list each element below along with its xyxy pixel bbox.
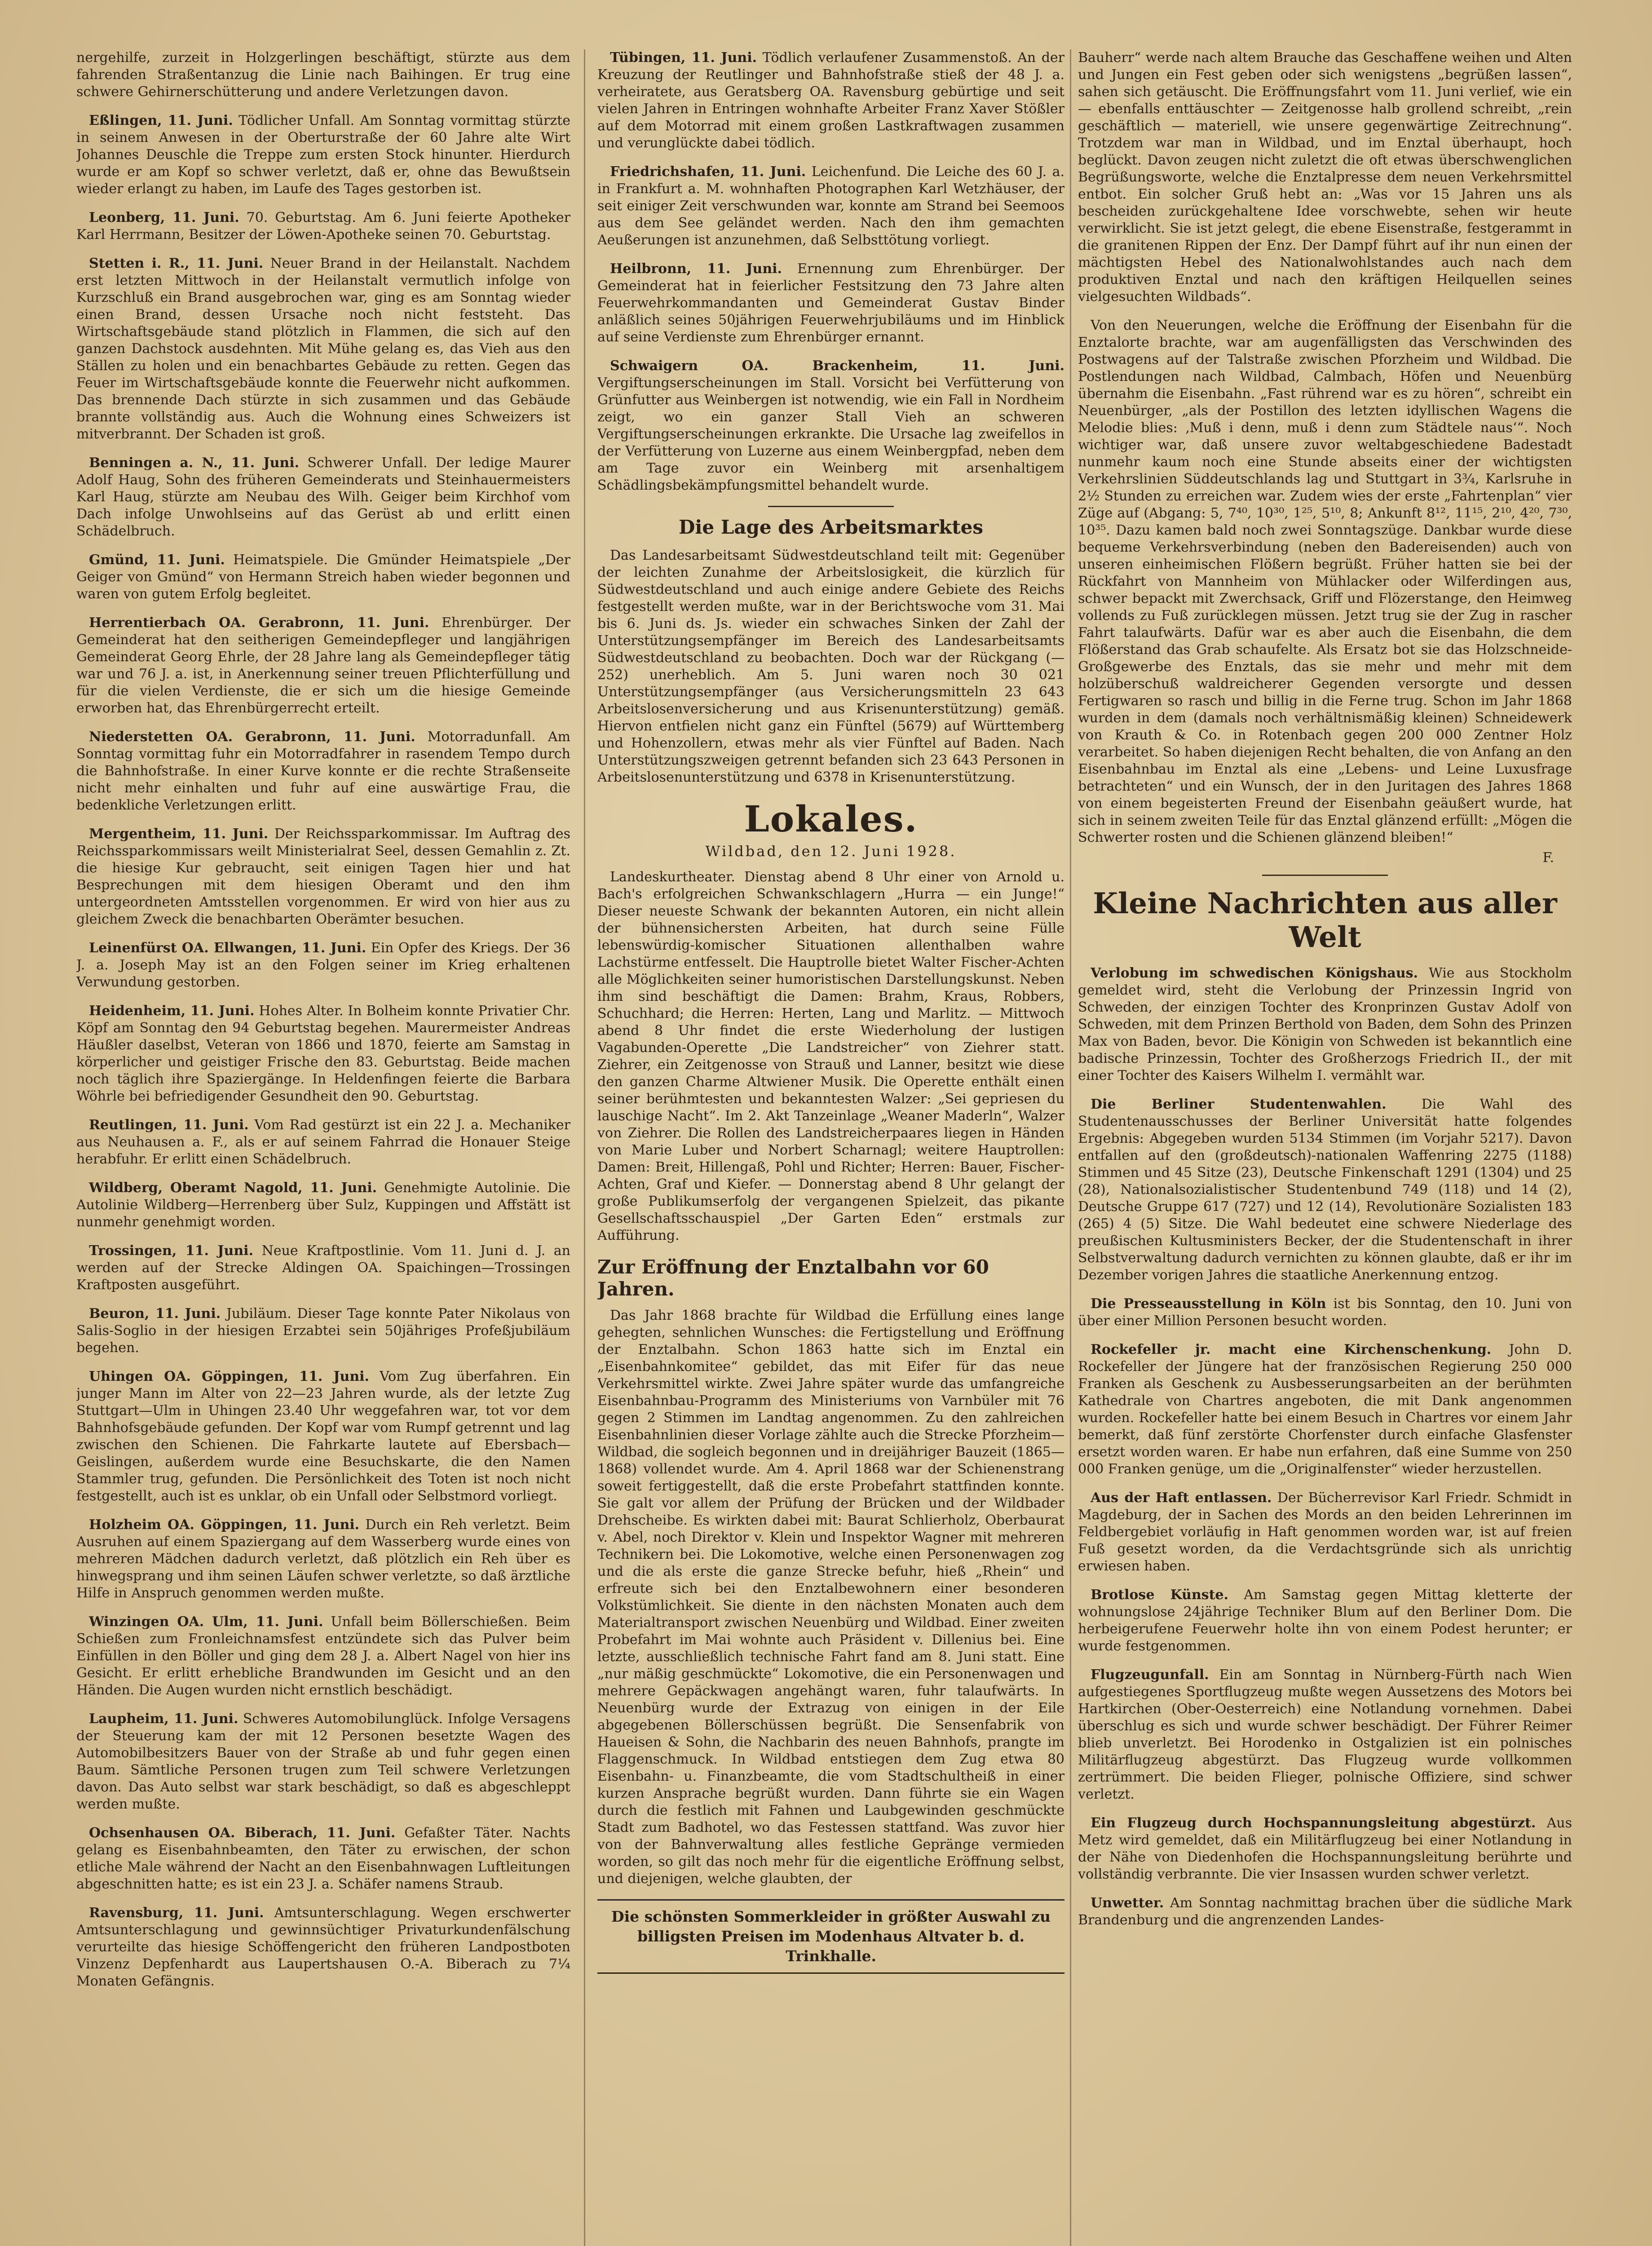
news-item xyxy=(76,1614,570,1699)
news-item xyxy=(1078,1295,1572,1330)
enztalbahn-article: Das Jahr 1868 brachte für Wildbad die Erfüllung eines lange gehegten, sehnlichen Wunsches: die Fertigstellung und Eröffnung der Enztalbahn. Schon 1863 hatte sich im Enztal ein „Eisenbahnkomitee“ gebildet, das mit Eifer für das neue Verkehrsmittel wirkte. Zwei Jahre später wurde das umfangreiche Eisenbahnbau-Programm des Ministeriums von Varnbüler mit 76 gegen 2 Stimmen im Landtag angenommen. Zu den zahlreichen Eisenbahnlinien dieser Vorlage zählte auch die Strecke Pforzheim—Wildbad, die sogleich begonnen und in dreijähriger Bauzeit (1865—1868) vollendet wurde. Am 4. April 1868 war der Schienenstrang soweit fertiggestellt, daß die erste Probefahrt stattfinden konnte. Sie galt vor allem der Prüfung der Brücken und der Wildbader Drehscheibe. Es wirkten dabei mit: Baurat Schlierholz, Oberbaurat v. Abel, noch Direktor v. Klein und Inspektor Wagner mit mehreren Technikern bei. Die Lokomotive, welche einen Personenwagen zog und die als erste die ganze Strecke befuhr, hieß „Rhein“ und erfreute sich bei den Enztalbewohnern einer besonderen Volkstümlichkeit. Sie diente in den nächsten Monaten auch dem Materialtransport zwischen Neuenbürg und Wildbad. Einer zweiten Probefahrt im Mai wohnte auch Präsident v. Dillenius bei. Eine letzte, ausschließlich technische Fahrt fand am 8. Juni statt. Eine „nur mäßig geschmückte“ Lokomotive, die ein Personenwagen und mehrere Gepäckwagen angehängt waren, fuhr talaufwärts. In Neuenbürg wurde der Extrazug von einigen in der Eile abgegebenen Böllerschüssen begrüßt. Die Sensenfabrik von Haueisen & Sohn, die Nachbarin des neuen Bahnhofs, prangte im Flaggenschmuck. In Wildbad entstiegen dem Zug etwa 80 Eisenbahn- u. Finanzbeamte, die vom Stadtschultheiß in einer kurzen Ansprache begrüßt wurden. Dann führte sie ein Wagen durch die festlich mit Fahnen und Laubgewinden geschmückte Stadt zum Badhotel, wo das Festessen stattfand. Was zuvor hier von der Bahnverwaltung alles festliche Gepränge vermieden worden, so gilt das noch mehr für die eigentliche Eröffnung selbst, und diejenigen, welche glaubten, der xyxy=(597,1308,1065,1887)
news-item xyxy=(76,1368,570,1505)
dateline: Tübingen, 11. Juni. xyxy=(610,50,757,66)
article-text: Vom Zug überfahren. Ein junger Mann im Alter von 22—23 Jahren wurde, als der letzte Zug Stuttgart—Ulm in Uhingen 23.40 Uhr weggefahren war, tot vor dem Bahnhofsgebäude gefunden. Der Kopf war vom Rumpf getrennt und lag zwischen den Schienen. Die Fahrkarte lautete auf Ebersbach—Geislingen, außerdem wurde eine Besuchskarte, die den Namen Stammler trug, gefunden. Die Persönlichkeit des Toten ist noch nicht festgestellt, auch ist es unklar, ob ein Unfall oder Selbstmord vorliegt. xyxy=(76,1369,570,1504)
news-item xyxy=(1078,1096,1572,1284)
dateline: Heidenheim, 11. Juni. xyxy=(89,1003,255,1019)
article-text: Jubiläum. Dieser Tage konnte Pater Nikolaus von Salis-Soglio in der hiesigen Erzabtei sein 50jähriges Profeßjubiläum begehen. xyxy=(76,1306,570,1356)
news-item xyxy=(76,1711,570,1813)
news-item xyxy=(1078,1895,1572,1929)
article-text: nergehilfe, zurzeit in Holzgerlingen beschäftigt, stürzte aus dem fahrenden Straßentanzug die Linie nach Baihingen. Er trug eine schwere Gehirnerschütterung und andere Verletzungen davon. xyxy=(76,50,570,100)
dateline: Flugzeugunfall. xyxy=(1091,1667,1209,1683)
article-text: Amtsunterschlagung. Wegen erschwerter Amtsunterschlagung und gewinnsüchtiger Privaturkundenfälschung verurteilte das hiesige Schöffengericht den früheren Landpostboten Vinzenz Depfenhardt aus Laupertshausen O.-A. Biberach zu 7¼ Monaten Gefängnis. xyxy=(76,1905,570,1989)
news-item xyxy=(76,112,570,198)
column-left xyxy=(76,49,570,2246)
dateline: Winzingen OA. Ulm, 11. Juni. xyxy=(89,1614,323,1630)
article-text: Heimatspiele. Die Gmünder Heimatspiele „Der Geiger von Gmünd“ von Hermann Streich haben wieder begonnen und waren von gutem Erfolg begleitet. xyxy=(76,552,570,602)
dateline: Brotlose Künste. xyxy=(1091,1587,1228,1603)
article-text: Ein am Sonntag in Nürnberg-Fürth nach Wien aufgestiegenes Sportflugzeug mußte wegen Aussetzens des Motors bei Hartkirchen (Ober-Oesterreich) eine Notlandung vornehmen. Dabei überschlug es sich und wurde schwer beschädigt. Der Führer Reimer blieb unverletzt. Bei Horodenko in Ostgalizien ist ein polnisches Militärflugzeug abgestürzt. Das Flugzeug wurde vollkommen zertrümmert. Die beiden Flieger, polnische Offiziere, sind schwer verletzt. xyxy=(1078,1667,1572,1802)
article-text: Tödlich verlaufener Zusammenstoß. An der Kreuzung der Reutlinger und Bahnhofstraße stieß der 48 J. a. verheiratete, aus Geratsberg OA. Ravensburg gebürtige und seit vielen Jahren in Entringen wohnhafte Arbeiter Franz Xaver Stößler auf dem Motorrad mit einem großen Lastkraftwagen zusammen und verunglückte dabei tödlich. xyxy=(597,50,1065,151)
article-text: Der Bücherrevisor Karl Friedr. Schmidt in Magdeburg, der in Sachen des Mords an den beiden Lehrerinnen im Feldbergebiet vorläufig in Haft genommen worden war, ist auf freien Fuß gesetzt worden, da die Verdachtsgründe sich als unrichtig erwiesen haben. xyxy=(1078,1490,1572,1574)
news-item xyxy=(597,164,1065,249)
news-item xyxy=(1078,1587,1572,1655)
news-item xyxy=(76,1305,570,1357)
news-item xyxy=(76,455,570,540)
dateline: Ein Flugzeug durch Hochspannungsleitung abgestürzt. xyxy=(1091,1815,1536,1831)
article-text: Vergiftungserscheinungen im Stall. Vorsicht bei Verfütterung von Grünfutter aus Weinbergen ist notwendig, wie ein Fall in Nordheim zeigt, wo ein ganzer Stall Vieh an schweren Vergiftungserscheinungen erkrankte. Die Ursache lag zweifellos in der Verfütterung von Luzerne aus einem Weinbergpfad, neben dem am Tage zuvor ein Weinberg mit arsenhaltigem Schädlingsbekämpfungsmittel behandelt wurde. xyxy=(597,375,1065,493)
article-text: Schwerer Unfall. Der ledige Maurer Adolf Haug, Sohn des früheren Gemeinderats und Steinhauermeisters Karl Haug, stürzte am Neubau des Wilh. Geiger beim Kirchhof vom Dach infolge Unwohlseins auf das Gerüst ab und erlitt einen Schädelbruch. xyxy=(76,455,570,539)
dateline: Holzheim OA. Göppingen, 11. Juni. xyxy=(89,1517,360,1533)
section-divider xyxy=(768,506,894,507)
news-item xyxy=(1078,1490,1572,1575)
news-item xyxy=(76,1516,570,1602)
enztalbahn-continued-2: Von den Neuerungen, welche die Eröffnung der Eisenbahn für die Enztalorte brachte, war am augenfälligsten das Verschwinden des Postwagens auf der Talstraße zwischen Pforzheim und Wildbad. Die Postlendungen nach Wildbad, Calmbach, Höfen und Neuenbürg übernahm die Eisenbahn. „Fast rührend war es zu hören“, schreibt ein Neuenbürger, „als der Postillon des letzten idyllischen Wagens die Melodie blies: ‚Muß i denn, muß i denn zum Städtele naus‘“. Noch wichtiger war, daß unsere zuvor weltabgeschiedene Badestadt nunmehr kaum noch eine Stunde abseits einer der wichtigsten Verkehrslinien Süddeutschlands lag und Stuttgart in 3¾, Karlsruhe in 2½ Stunden zu erreichen war. Zudem wies der erste „Fahrtenplan“ vier Züge auf (Abgang: 5, 7⁴⁰, 10³⁰, 1²⁵, 5¹⁰, 8; Ankunft 8¹², 11¹⁵, 2¹⁰, 4²⁰, 7³⁰, 10³⁵. Dazu kamen bald noch zwei Sonntagszüge. Dankbar wurde diese bequeme Verkehrsverbindung (neben den Badereisenden) auch von unseren einheimischen Flößern begrüßt. Früher hatten sie bei der Rückfahrt von Mannheim von Mühlacker oder Wilferdingen aus, schwer bepackt mit Zwerchsack, Griff und Flözerstange, den Heimweg vollends zu Fuß zurücklegen müssen. Jetzt trug sie der Zug in rascher Fahrt talaufwärts. Dafür war es aber auch die Eisenbahn, die dem Flößerstand das Grab schaufelte. Als Ersatz bot sie das Holzschneide-Großgewerbe des Enztals, das sie mehr und mehr mit dem holzüberschuß waldreicherer Gegenden versorgte und dessen Fertigwaren so rasch und billig in die Ferne trug. Schon im Jahr 1868 wurden in dem (damals noch verhältnismäßig kleinen) Schneidewerk von Krauth & Co. in Rotenbach gegen 200 000 Zentner Holz verarbeitet. So haben diejenigen Recht behalten, die von Anfang an den Eisenbahnbau im Enztal als eine „Lebens- und Leine Luxusfrage betrachteten“ und ein Wunsch, der in den Juritagen des Jahres 1868 von einem begeisterten Freund der Eisenbahn geäußert wurde, hat sich in seinem zweiten Teile für das Enztal glänzend erfüllt: „Mögen die Schwerter rosten und die Schienen glänzend bleiben!“ xyxy=(1078,318,1572,845)
dateline: Aus der Haft entlassen. xyxy=(1091,1490,1272,1506)
dateline: Heilbronn, 11. Juni. xyxy=(610,261,782,277)
article-text: Am Samstag gegen Mittag kletterte der wohnungslose 24jährige Techniker Blum auf den Berliner Dom. Die herbeigerufene Feuerwehr holte ihn von einem Podest herunter; er wurde festgenommen. xyxy=(1078,1587,1572,1654)
article-text: Neue Kraftpostlinie. Vom 11. Juni d. J. an werden auf der Strecke Aldingen OA. Spaichingen—Trossingen Kraftposten ausgeführt. xyxy=(76,1243,570,1293)
article-text: Der Reichssparkommissar. Im Auftrag des Reichssparkommissars weilt Ministerialrat Seel, dessen Gemahlin z. Zt. die hiesige Kur gebraucht, seit einigen Tagen hier und hat Besprechungen mit dem hiesigen Oberamt und den ihm untergeordneten Amtsstellen vorgenommen. Er wird von hier aus zu gleichem Zweck die benachbarten Oberämter besuchen. xyxy=(76,826,570,927)
column-divider xyxy=(1070,49,1071,2246)
article-text: Wie aus Stockholm gemeldet wird, steht die Verlobung der Prinzessin Ingrid von Schweden, der einzigen Tochter des Kronprinzen Gustav Adolf von Schweden, mit dem Prinzen Berthold von Baden, dem Sohn des Prinzen Max von Baden, bevor. Die Königin von Schweden ist bekanntlich eine badische Prinzessin, Tochter des Großherzogs Friedrich II., der mit einer Tochter des Kaisers Wilhelm I. vermählt war. xyxy=(1078,965,1572,1083)
kleine-nachrichten-list xyxy=(1078,965,1572,1929)
news-item xyxy=(597,261,1065,346)
news-item xyxy=(597,358,1065,494)
article-text: Aus Metz wird gemeldet, daß ein Militärflugzeug bei einer Notlandung in der Nähe von Diedenhofen die Hochspannungsleitung berührte und vollständig verbrannte. Die vier Insassen wurden schwer verletzt. xyxy=(1078,1815,1572,1882)
regional-news-continued xyxy=(597,49,1065,494)
news-item xyxy=(1078,965,1572,1084)
dateline: Ravensburg, 11. Juni. xyxy=(89,1905,264,1921)
article-text: Ernennung zum Ehrenbürger. Der Gemeinderat hat in feierlicher Festsitzung den 73 Jahre alten Feuerwehrkommandanten und Gemeinderat Gustav Binder anläßlich seines 50jährigen Feuerwehrjubiläums und im Hinblick auf seine Verdienste zum Ehrenbürger ernannt. xyxy=(597,261,1065,345)
news-item xyxy=(76,552,570,603)
news-item xyxy=(76,1180,570,1231)
lokales-dateline: Wildbad, den 12. Juni 1928. xyxy=(705,843,957,860)
theater-article: Landeskurtheater. Dienstag abend 8 Uhr einer von Arnold u. Bach's erfolgreichen Schwankschlagern „Hurra — ein Junge!“ Dieser neueste Schwank der bekannten Autoren, ein nicht allein der bühnensichersten Arbeiten, hat durch seine Fülle lebenswürdig-komischer Situationen allenthalben wahre Lachstürme entfesselt. Die Hauptrolle bietet Walter Fischer-Achten alle Möglichkeiten seiner humoristischen Darstellungskunst. Neben ihm sind beschäftigt die Damen: Brahm, Kraus, Robbers, Schuchhard; die Herren: Herten, Lang und Marlitz. — Mittwoch abend 8 Uhr findet die erste Wiederholung der lustigen Vagabunden-Operette „Die Landstreicher“ von Ziehrer statt. Ziehrer, ein Zeitgenosse von Strauß und Lanner, besitzt wie diese den ganzen Charme Altwiener Musik. Die Operette enthält einen seiner berühmtesten und bekanntesten Walzer: „Sei gepriesen du lauschige Nacht“. Im 2. Akt Tanzeinlage „Weaner Maderln“, Walzer von Ziehrer. Die Rollen des Landstreicherpaares liegen in Händen von Marie Luber und Norbert Scharnagl; weitere Hauptrollen: Damen: Breit, Hillengaß, Pohl und Richter; Herren: Bauer, Fischer-Achten, Graf und Kiefer. — Donnerstag abend 8 Uhr gelangt der große Publikumserfolg der vergangenen Spielzeit, das pikante Gesellschaftsschauspiel „Der Garten Eden“ erstmals zur Aufführung. xyxy=(597,869,1065,1243)
news-item xyxy=(76,826,570,928)
news-item xyxy=(76,1003,570,1105)
news-item xyxy=(76,729,570,814)
dateline: Leonberg, 11. Juni. xyxy=(89,210,239,225)
news-item xyxy=(1078,1667,1572,1803)
dateline: Trossingen, 11. Juni. xyxy=(89,1243,254,1259)
article-text: Neuer Brand in der Heilanstalt. Nachdem erst letzten Mittwoch in der Heilanstalt vermutlich infolge von Kurzschluß ein Brand ausgebrochen war, ging es am Sonntag wieder einen Brand, dessen Ursache noch nicht feststeht. Das Wirtschaftsgebäude stand plötzlich in Flammen, die sich auf den ganzen Dachstock ausdehnten. Mit Mühe gelang es, das Vieh aus den Ställen zu holen und ein benachbartes Gebäude zu retten. Gegen das Feuer im Wirtschaftsgebäude konnte die Feuerwehr nicht aufkommen. Das brennende Dach stürzte in sich zusammen und das Gebäude brannte vollständig aus. Auch die Wohnung eines Schweizers ist mitverbrannt. Der Schaden ist groß. xyxy=(76,256,570,442)
advertisement: Die schönsten Sommerkleider in größter Auswahl zu billigsten Preisen im Modenhaus Altvater b. d. Trinkhalle. xyxy=(597,1899,1065,1974)
article-text: Gefaßter Täter. Nachts gelang es Eisenbahnbeamten, den Täter zu erwischen, der schon etliche Male während der Nacht an den Eisenbahnwagen Luftleitungen abgeschnitten hatte; es ist ein 23 J. a. Schäfer namens Straub. xyxy=(76,1825,570,1892)
article-text: Tödlicher Unfall. Am Sonntag vormittag stürzte in seinem Anwesen in der Oberturstraße der 60 Jahre alte Wirt Johannes Deuschle die Treppe zum ersten Stock hinunter. Hierdurch wurde er am Kopf so schwer verletzt, daß er, ohne das Bewußtsein wieder erlangt zu haben, im Laufe des Tages gestorben ist. xyxy=(76,113,570,197)
article-text: Motorradunfall. Am Sonntag vormittag fuhr ein Motorradfahrer in rasendem Tempo durch die Bahnhofstraße. In einer Kurve konnte er die rechte Straßenseite nicht mehr einhalten und fuhr auf eine auswärtige Frau, die bedenkliche Verletzungen erlitt. xyxy=(76,729,570,813)
kleine-nachrichten-heading: Kleine Nachrichten aus aller Welt xyxy=(1093,887,1557,954)
dateline: Verlobung im schwedischen Königshaus. xyxy=(1091,965,1418,981)
dateline: Laupheim, 11. Juni. xyxy=(89,1711,239,1727)
article-text: Ehrenbürger. Der Gemeinderat hat den seitherigen Gemeindepfleger und langjährigen Gemeinderat Georg Ehrle, der 28 Jahre lang als Gemeindepfleger tätig war und 76 J. a. ist, in Anerkennung seiner treuen Pflichterfüllung und für die vielen Verdienste, die er sich um die hiesige Gemeinde erworben hat, das Ehrenbürgerrecht erteilt. xyxy=(76,615,570,716)
article-text: Vom Rad gestürzt ist ein 22 J. a. Mechaniker aus Neuhausen a. F., als er auf seinem Fahrrad die Honauer Steige herabfuhr. Er erlitt einen Schädelbruch. xyxy=(76,1117,570,1167)
author-signature: F. xyxy=(1542,850,1554,866)
news-item xyxy=(76,49,570,101)
news-item xyxy=(597,49,1065,152)
news-item xyxy=(76,1117,570,1168)
dateline: Eßlingen, 11. Juni. xyxy=(89,113,233,128)
article-text: Die Wahl des Studentenausschusses der Berliner Universität hatte folgendes Ergebnis: Abgegeben wurden 5134 Stimmen (im Vorjahr 5217). Davon entfallen auf den (großdeutsch)-nationalen Waffenring 2275 (1188) Stimmen und 45 Sitze (23), Deutsche Finkenschaft 1291 (1304) und 25 (28), Nationalsozialistischer Studentenbund 749 (118) und 14 (2), Deutsche Gruppe 617 (727) und 12 (14), Revolutionäre Sozialisten 183 (265) 4 (5) Sitze. Die Wahl bedeutet eine schwere Niederlage des preußischen Kultusministers Becker, der die Studentenschaft in ihrer Selbstverwaltung dadurch vernichten zu können glaubte, daß er ihr im Dezember vorigen Jahres die staatliche Anerkennung entzog. xyxy=(1078,1096,1572,1283)
dateline: Leinenfürst OA. Ellwangen, 11. Juni. xyxy=(89,940,367,956)
column-right xyxy=(1078,49,1572,2246)
news-item xyxy=(76,1905,570,1990)
dateline: Die Presseausstellung in Köln xyxy=(1091,1296,1326,1312)
dateline: Wildberg, Oberamt Nagold, 11. Juni. xyxy=(89,1180,377,1196)
dateline: Rockefeller jr. macht eine Kirchenschenkung. xyxy=(1091,1342,1492,1357)
article-text: 70. Geburtstag. Am 6. Juni feierte Apotheker Karl Herrmann, Besitzer der Löwen-Apotheke seinen 70. Geburtstag. xyxy=(76,210,570,243)
dateline: Reutlingen, 11. Juni. xyxy=(89,1117,249,1133)
news-item xyxy=(76,209,570,243)
article-text: Leichenfund. Die Leiche des 60 J. a. in Frankfurt a. M. wohnhaften Photographen Karl Wetzhäuser, der seit einiger Zeit verschwunden war, konnte am Strand bei Seemoos aus dem See geländet werden. Nach den ihm gemachten Aeußerungen ist anzunehmen, daß Selbsttötung vorliegt. xyxy=(597,164,1065,248)
dateline: Gmünd, 11. Juni. xyxy=(89,552,225,568)
dateline: Herrentierbach OA. Gerabronn, 11. Juni. xyxy=(89,615,429,631)
column-middle xyxy=(597,49,1065,2246)
arbeitsmarkt-heading: Die Lage des Arbeitsmarktes xyxy=(679,516,983,538)
dateline: Uhingen OA. Göppingen, 11. Juni. xyxy=(89,1369,369,1384)
news-item xyxy=(76,1242,570,1294)
article-text: John D. Rockefeller der Jüngere hat der französischen Regierung 250 000 Franken als Geschenk zu Ausbesserungsarbeiten an der berühmten Kathedrale von Chartres angeboten, die mit Dank angenommen wurden. Rockefeller hatte bei einem Besuch in Chartres vor einem Jahr bemerkt, daß fünf zerstörte Chorfenster durch einfache Glasfenster ersetzt worden waren. Er habe nun erfahren, daß eine Summe von 250 000 Franken genüge, um die „Originalfenster“ wieder herzustellen. xyxy=(1078,1342,1572,1477)
dateline: Benningen a. N., 11. Juni. xyxy=(89,455,300,471)
news-item xyxy=(1078,1341,1572,1478)
dateline: Die Berliner Studentenwahlen. xyxy=(1091,1096,1387,1112)
dateline: Mergentheim, 11. Juni. xyxy=(89,826,269,842)
enztalbahn-continued: Bauherr“ werde nach altem Brauche das Geschaffene weihen und Alten und Jungen ein Fest geben oder sich wenigstens „begrüßen lassen“, sahen sich getäuscht. Die Eröffnungsfahrt vom 11. Juni verlief, wie ein — ebenfalls enttäuschter — Zeitgenosse halb grollend schreibt, „rein geschäftlich — materiell, wie unsere gegenwärtige Zeitrechnung“. Trotzdem war man in Wildbad, und im Enztal überhaupt, hoch beglückt. Davon zeugen nicht zuletzt die oft etwas überschwenglichen Begrüßungsworte, welche die Enztalpresse dem neuen Verkehrsmittel entbot. Ein solcher Gruß hebt an: „Was vor 15 Jahren uns als bescheiden zurückgehaltene Idee vorschwebte, sehen wir heute verwirklicht. Sie ist jetzt gelegt, die ebene Eisenstraße, festgerammt in die granitenen Rippen der Enz. Der Dampf führt auf ihr nun einen der mächtigsten Hebel des Nationalwohlstandes auch nach dem produktiven Enztal und nach den kräftigen Heilquellen seines vielgesuchten Wildbads“. xyxy=(1078,50,1572,305)
article-text: Durch ein Reh verletzt. Beim Ausruhen auf einem Spaziergang auf dem Wasserberg wurde eines von mehreren Mädchen dadurch verletzt, daß plötzlich ein Reh über es hinwegsprang und ihm seinen Läufen schwer verletzte, so daß ärztliche Hilfe in Anspruch genommen werden mußte. xyxy=(76,1517,570,1601)
enztalbahn-heading: Zur Eröffnung der Enztalbahn vor 60 Jahren. xyxy=(597,1256,989,1300)
column-divider xyxy=(584,49,585,2246)
article-text: Schweres Automobilunglück. Infolge Versagens der Steuerung kam der mit 12 Personen besetzte Wagen des Automobilbesitzers Bauer von der Straße ab und fuhr gegen einen Baum. Sämtliche Personen trugen zum Teil schwere Verletzungen davon. Das Auto selbst war stark beschädigt, so daß es abgeschleppt werden mußte. xyxy=(76,1711,570,1812)
dateline: Niederstetten OA. Gerabronn, 11. Juni. xyxy=(89,729,415,745)
article-text: Genehmigte Autolinie. Die Autolinie Wildberg—Herrenberg über Sulz, Kuppingen und Affstätt ist nunmehr genehmigt worden. xyxy=(76,1180,570,1230)
dateline: Stetten i. R., 11. Juni. xyxy=(89,256,264,271)
article-text: Am Sonntag nachmittag brachen über die südliche Mark Brandenburg und die angrenzenden Landes- xyxy=(1078,1895,1572,1928)
news-item xyxy=(76,940,570,991)
dateline: Ochsenhausen OA. Biberach, 11. Juni. xyxy=(89,1825,396,1841)
dateline: Beuron, 11. Juni. xyxy=(89,1306,221,1322)
news-item xyxy=(76,1825,570,1893)
article-text: Hohes Alter. In Bolheim konnte Privatier Chr. Köpf am Sonntag den 94 Geburtstag begehen. Maurermeister Andreas Häußler daselbst, Veteran von 1866 und 1870, feierte am Samstag in körperlicher und geistiger Frische den 83. Geburtstag. Beide machen noch täglich ihre Spaziergänge. In Heldenfingen feierte die Barbara Wöhrle bei befriedigender Gesundheit den 90. Geburtstag. xyxy=(76,1003,570,1104)
article-text: ist bis Sonntag, den 10. Juni von über einer Million Personen besucht worden. xyxy=(1078,1296,1572,1329)
section-divider xyxy=(1262,875,1388,876)
lokales-heading: Lokales. xyxy=(744,798,918,840)
dateline: Friedrichshafen, 11. Juni. xyxy=(610,164,806,180)
arbeitsmarkt-article: Das Landesarbeitsamt Südwestdeutschland teilt mit: Gegenüber der leichten Zunahme der Arbeitslosigkeit, die kürzlich für Südwestdeutschland und auch einige andere Gebiete des Reichs festgestellt werden mußte, war in der Berichtswoche vom 31. Mai bis 6. Juni ds. Js. wieder ein schwaches Sinken der Zahl der Unterstützungsempfänger im Bereich des Landesarbeitsamts Südwestdeutschland zu beobachten. Doch war der Rückgang (—252) unerheblich. Am 5. Juni waren noch 30 021 Unterstützungsempfänger (aus Versicherungsmitteln 23 643 Arbeitslosenversicherung und aus Krisenunterstützung) gemäß. Hiervon entfielen nicht ganz ein Fünftel (5679) auf Württemberg und Hohenzollern, etwas mehr als vier Fünftel auf Baden. Nach Unterstützungszweigen getrennt befanden sich 23 643 Personen in Arbeitslosenunterstützung und 6378 in Krisenunterstützung. xyxy=(597,548,1065,785)
news-item xyxy=(76,615,570,717)
article-text: Unfall beim Böllerschießen. Beim Schießen zum Fronleichnamsfest entzündete sich das Pulver beim Einfüllen in den Böller und ging dem 28 J. a. Albert Nagel von hier ins Gesicht. Er erlitt erhebliche Brandwunden im Gesicht und an den Händen. Die Augen wurden nicht ernstlich beschädigt. xyxy=(76,1614,570,1698)
news-item xyxy=(76,255,570,443)
article-text: Ein Opfer des Kriegs. Der 36 J. a. Joseph May ist an den Folgen seiner im Krieg erhaltenen Verwundung gestorben. xyxy=(76,940,570,990)
dateline: Schwaigern OA. Brackenheim, 11. Juni. xyxy=(610,358,1065,374)
dateline: Unwetter. xyxy=(1091,1895,1164,1911)
news-item xyxy=(1078,1815,1572,1883)
